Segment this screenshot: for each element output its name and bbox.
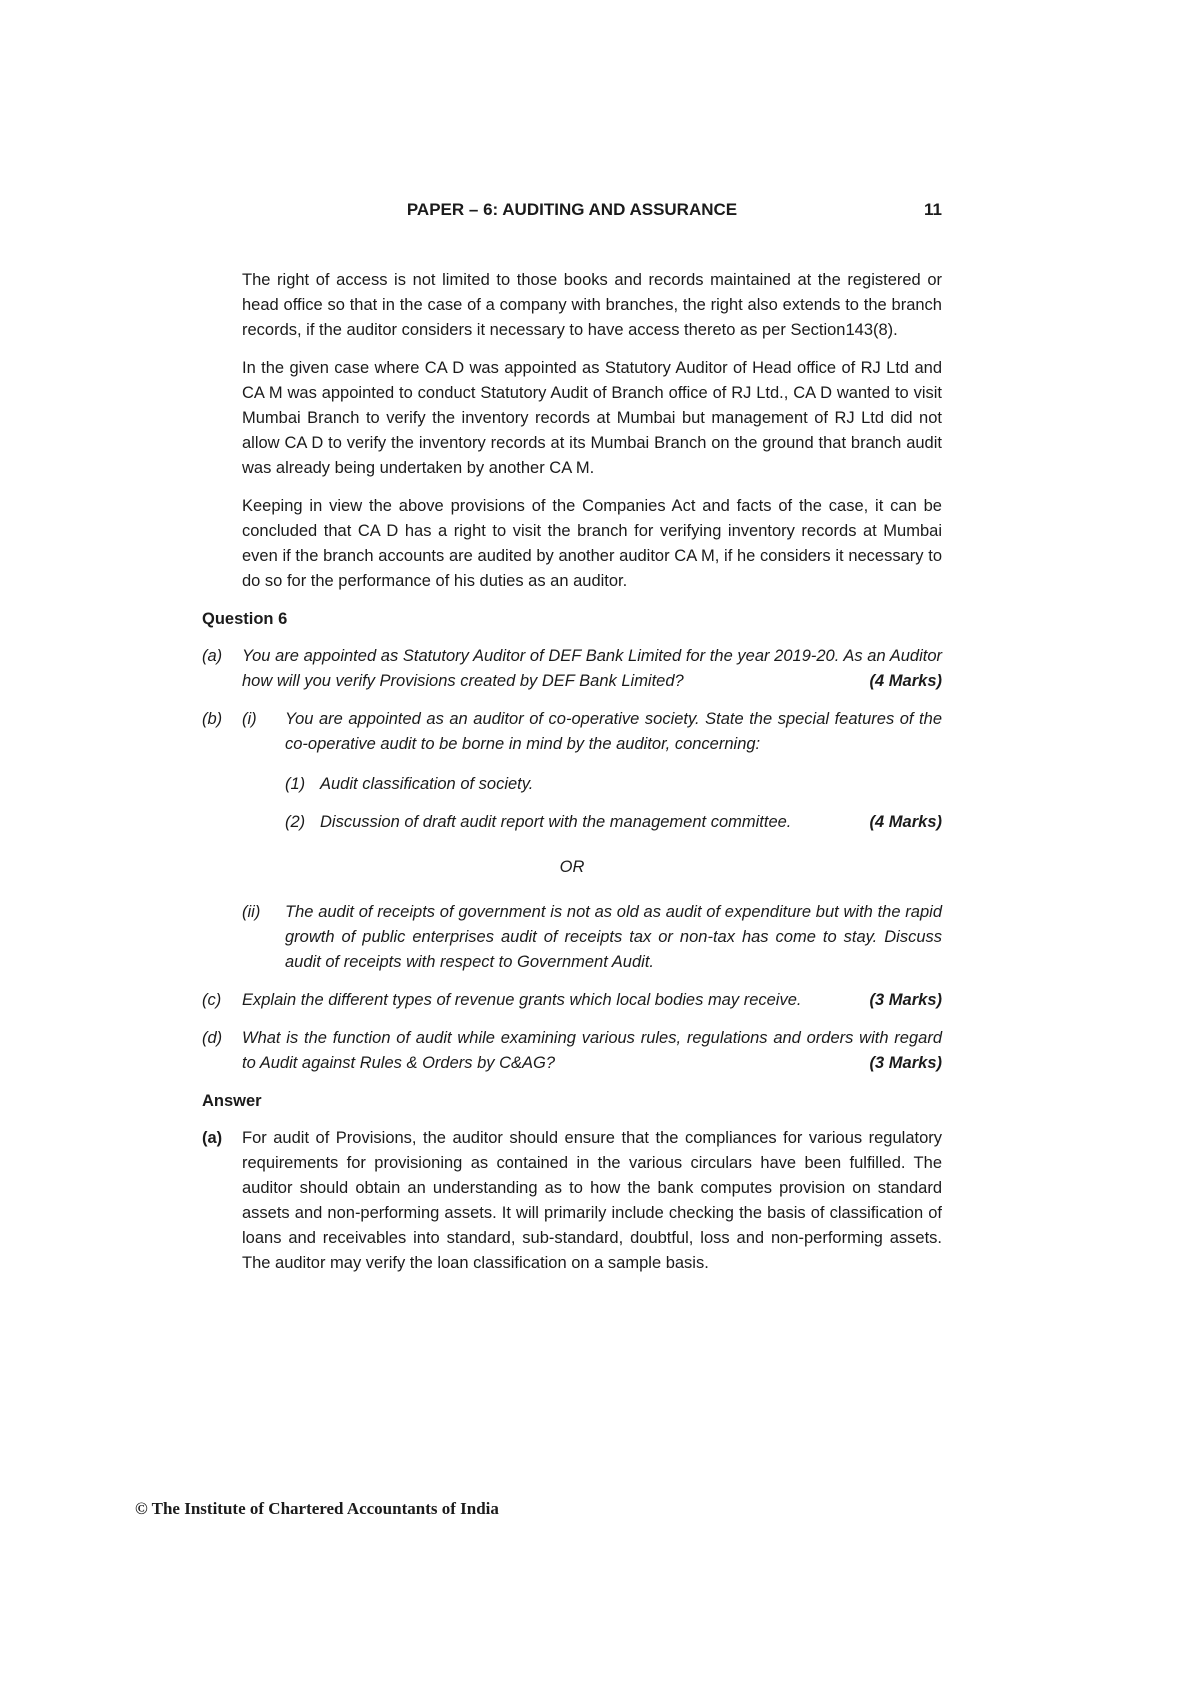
- intro-paragraph-2: In the given case where CA D was appointed as Statutory Auditor of Head office of RJ Ltd and CA M was appointed to conduct Statutory Audit of Branch office of RJ Ltd., CA D wanted to visit Mumbai Branch to verify the inventory records at Mumbai but management of RJ Ltd did not allow CA D to verify the inventory records at its Mumbai Branch on the ground that branch audit was already being undertaken by another CA M.: [242, 359, 942, 477]
- point-1-label: (1): [285, 775, 306, 793]
- copyright-footer: © The Institute of Chartered Accountants of India: [135, 1499, 499, 1518]
- question-item-b-i: [242, 707, 942, 835]
- answer-item-a: [202, 1126, 942, 1276]
- question-item-a-marks: (4 Marks): [869, 672, 942, 690]
- question-item-d-label: (d): [202, 1029, 223, 1047]
- question-heading: Question 6: [202, 610, 288, 628]
- question-item-b: [202, 707, 942, 975]
- point-2-marks: (4 Marks): [869, 813, 942, 831]
- intro-paragraph-1: The right of access is not limited to those books and records maintained at the registered or head office so that in the case of a company with branches, the right also extends to the branch records, if the auditor considers it necessary to have access thereto as per Section143(8).: [242, 271, 942, 339]
- question-item-b-i-label: (i): [242, 710, 257, 728]
- question-item-d: [202, 1026, 942, 1076]
- point-1-text: Audit classification of society.: [320, 775, 534, 793]
- page-header: [202, 197, 942, 222]
- question-item-c-marks: (3 Marks): [869, 991, 942, 1009]
- question-item-b-content: [242, 707, 942, 975]
- or-separator: OR: [559, 858, 585, 876]
- intro-paragraph-3: Keeping in view the above provisions of the Companies Act and facts of the case, it can be concluded that CA D has a right to visit the branch for verifying inventory records at Mumbai even if the branch accounts are audited by another auditor CA M, if he considers it necessary to do so for the performance of his duties as an auditor.: [242, 497, 942, 590]
- question-item-b-i-point-1: [285, 772, 942, 797]
- question-item-b-i-text: You are appointed as an auditor of co-operative society. State the special features of the co-operative audit to be borne in mind by the auditor, concerning:: [285, 710, 942, 753]
- question-item-b-label: (b): [202, 710, 223, 728]
- question-item-b-ii-text: The audit of receipts of government is not as old as audit of expenditure but with the rapid growth of public enterprises audit of receipts tax or non-tax has come to stay. Discuss audit of receipts with respect to Government Audit.: [285, 903, 942, 971]
- question-item-a: [202, 644, 942, 694]
- point-2-text: Discussion of draft audit report with the management committee. (4 Marks): [320, 810, 942, 835]
- answer-item-a-label: (a): [202, 1129, 223, 1147]
- question-item-a-text: You are appointed as Statutory Auditor of DEF Bank Limited for the year 2019-20. As an Auditor how will you verify Provisions created by DEF Bank Limited? (4 Marks): [242, 644, 942, 694]
- page-content: [202, 197, 942, 1289]
- answer-heading: Answer: [202, 1092, 262, 1110]
- answer-item-a-text: For audit of Provisions, the auditor should ensure that the compliances for various regulatory requirements for provisioning as contained in the various circulars have been fulfilled. The auditor should obtain an understanding as to how the bank computes provision on standard assets and non-performing assets. It will primarily include checking the basis of classification of loans and receivables into standard, sub-standard, doubtful, loss and non-performing assets. The auditor may verify the loan classification on a sample basis.: [242, 1129, 942, 1272]
- question-item-b-ii: [242, 900, 942, 975]
- question-item-c: [202, 988, 942, 1013]
- page-number: 11: [924, 200, 942, 219]
- paper-title: PAPER – 6: AUDITING AND ASSURANCE: [406, 200, 738, 219]
- question-item-d-marks: (3 Marks): [869, 1054, 942, 1072]
- question-item-b-ii-label: (ii): [242, 903, 261, 921]
- question-item-b-i-point-2: [285, 810, 942, 835]
- question-item-c-text: Explain the different types of revenue grants which local bodies may receive. (3 Marks): [242, 988, 942, 1013]
- point-2-label: (2): [285, 813, 306, 831]
- question-item-b-i-content: [285, 707, 942, 835]
- question-item-d-text: What is the function of audit while examining various rules, regulations and orders with regard to Audit against Rules & Orders by C&AG? (3 Marks): [242, 1026, 942, 1076]
- question-item-c-label: (c): [202, 991, 222, 1009]
- question-item-a-label: (a): [202, 647, 223, 665]
